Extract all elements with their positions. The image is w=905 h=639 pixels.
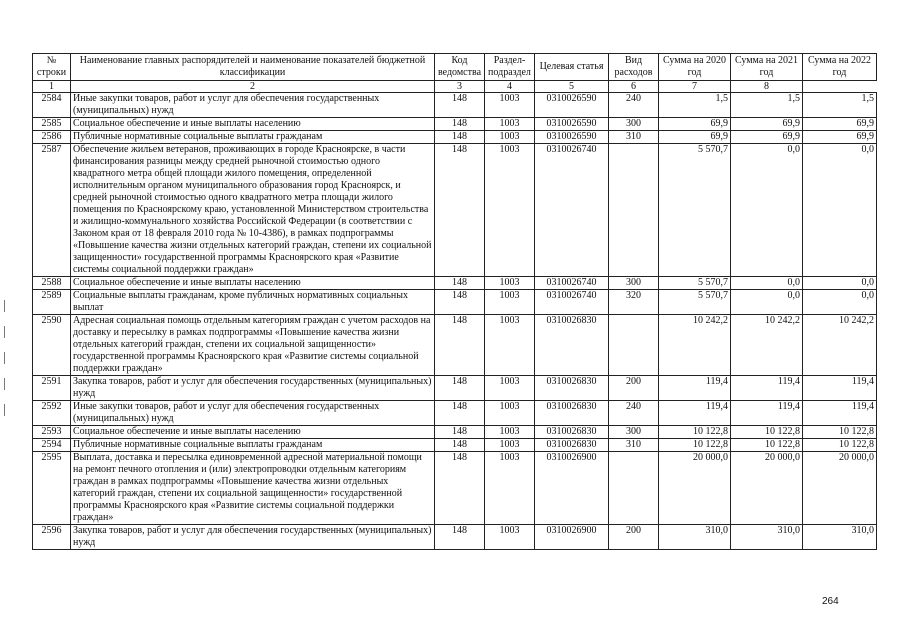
- header-name: Наименование главных распорядителей и наименование показателей бюджетной классификации: [71, 54, 435, 81]
- row-sum-2020: 69,9: [659, 118, 731, 131]
- row-dept-code: 148: [435, 277, 485, 290]
- row-section: 1003: [485, 93, 535, 118]
- header-row: [33, 54, 877, 81]
- column-number: 6: [609, 81, 659, 93]
- row-sum-2021: 20 000,0: [731, 452, 803, 525]
- row-expense-type: 200: [609, 525, 659, 550]
- row-number: 2586: [33, 131, 71, 144]
- header-row-no: № строки: [33, 54, 71, 81]
- row-sum-2022: 10 122,8: [803, 426, 877, 439]
- row-sum-2020: 5 570,7: [659, 290, 731, 315]
- row-sum-2022: 20 000,0: [803, 452, 877, 525]
- row-section: 1003: [485, 131, 535, 144]
- row-dept-code: 148: [435, 452, 485, 525]
- column-number: 2: [71, 81, 435, 93]
- row-section: 1003: [485, 426, 535, 439]
- row-sum-2022: 69,9: [803, 131, 877, 144]
- row-dept-code: 148: [435, 439, 485, 452]
- row-sum-2021: 1,5: [731, 93, 803, 118]
- row-section: 1003: [485, 277, 535, 290]
- row-section: 1003: [485, 118, 535, 131]
- row-section: 1003: [485, 376, 535, 401]
- table-row: [33, 426, 877, 439]
- column-number: 4: [485, 81, 535, 93]
- row-dept-code: 148: [435, 93, 485, 118]
- table-body: [33, 93, 877, 550]
- scan-margin-marks: [2, 300, 8, 430]
- row-sum-2020: 310,0: [659, 525, 731, 550]
- budget-table: [32, 53, 877, 550]
- row-sum-2022: 0,0: [803, 277, 877, 290]
- row-section: 1003: [485, 290, 535, 315]
- row-dept-code: 148: [435, 401, 485, 426]
- row-sum-2020: 119,4: [659, 401, 731, 426]
- row-target: 0310026590: [535, 131, 609, 144]
- row-section: 1003: [485, 315, 535, 376]
- row-sum-2020: 10 242,2: [659, 315, 731, 376]
- row-name: Выплата, доставка и пересылка единовременной адресной материальной помощи на ремонт печного отопления и (или) электропроводки отдельным категориям граждан в рамках подпрограммы «Повышение качества жизни отдельных категорий граждан, степени их социальной защищенности» государственной программы Красноярского края «Развитие системы социальной поддержки граждан»: [71, 452, 435, 525]
- row-target: 0310026590: [535, 118, 609, 131]
- row-expense-type: 310: [609, 439, 659, 452]
- row-sum-2021: 119,4: [731, 376, 803, 401]
- row-expense-type: 300: [609, 118, 659, 131]
- row-expense-type: [609, 452, 659, 525]
- row-sum-2020: 20 000,0: [659, 452, 731, 525]
- row-sum-2020: 5 570,7: [659, 144, 731, 277]
- row-sum-2020: 5 570,7: [659, 277, 731, 290]
- row-expense-type: 200: [609, 376, 659, 401]
- page-number: 264: [822, 596, 839, 607]
- row-name: Адресная социальная помощь отдельным категориям граждан с учетом расходов на доставку и пересылку в рамках подпрограммы «Повышение качества жизни отдельных категорий граждан, степени их социальной защищенности» государственной программы Красноярского края «Развитие системы социальной поддержки граждан»: [71, 315, 435, 376]
- row-name: Закупка товаров, работ и услуг для обеспечения государственных (муниципальных) нужд: [71, 376, 435, 401]
- row-target: 0310026740: [535, 277, 609, 290]
- header-sum-2022: Сумма на 2022 год: [803, 54, 877, 81]
- row-section: 1003: [485, 401, 535, 426]
- row-dept-code: 148: [435, 118, 485, 131]
- row-sum-2020: 69,9: [659, 131, 731, 144]
- row-name: Иные закупки товаров, работ и услуг для обеспечения государственных (муниципальных) нужд: [71, 401, 435, 426]
- row-expense-type: [609, 144, 659, 277]
- table-row: [33, 144, 877, 277]
- row-sum-2022: 10 242,2: [803, 315, 877, 376]
- row-target: 0310026830: [535, 315, 609, 376]
- header-section: Раздел-подраздел: [485, 54, 535, 81]
- table-row: [33, 131, 877, 144]
- row-expense-type: 240: [609, 93, 659, 118]
- column-numbers-row: [33, 81, 877, 93]
- row-name: Закупка товаров, работ и услуг для обеспечения государственных (муниципальных) нужд: [71, 525, 435, 550]
- row-sum-2021: 69,9: [731, 131, 803, 144]
- row-sum-2022: 310,0: [803, 525, 877, 550]
- table-row: [33, 439, 877, 452]
- table-row: [33, 315, 877, 376]
- table-row: [33, 525, 877, 550]
- row-dept-code: 148: [435, 290, 485, 315]
- row-number: 2592: [33, 401, 71, 426]
- row-section: 1003: [485, 452, 535, 525]
- column-number: 5: [535, 81, 609, 93]
- row-sum-2022: 69,9: [803, 118, 877, 131]
- row-name: Социальное обеспечение и иные выплаты населению: [71, 426, 435, 439]
- row-name: Обеспечение жильем ветеранов, проживающих в городе Красноярске, в части финансирования разницы между средней рыночной стоимостью одного квадратного метра общей площади жилого помещения, определенной исполнительным органом муниципального образования город Красноярск, и средней рыночной стоимостью одного квадратного метра площади жилого помещения по Красноярскому краю, установленной Министерством строительства и жилищно-коммунального хозяйства Российской Федерации (в соответствии с Законом края от 18 февраля 2010 года № 10-4386), в рамках подпрограммы «Повышение качества жизни отдельных категорий граждан, степени их социальной защищенности» государственной программы Красноярского края «Развитие системы социальной поддержки граждан»: [71, 144, 435, 277]
- header-expense-type: Вид расходов: [609, 54, 659, 81]
- row-sum-2021: 69,9: [731, 118, 803, 131]
- row-name: Публичные нормативные социальные выплаты гражданам: [71, 439, 435, 452]
- row-section: 1003: [485, 144, 535, 277]
- table-row: [33, 93, 877, 118]
- row-number: 2585: [33, 118, 71, 131]
- header-sum-2020: Сумма на 2020 год: [659, 54, 731, 81]
- row-sum-2021: 10 122,8: [731, 439, 803, 452]
- row-number: 2587: [33, 144, 71, 277]
- row-sum-2022: 10 122,8: [803, 439, 877, 452]
- row-dept-code: 148: [435, 376, 485, 401]
- row-sum-2021: 0,0: [731, 144, 803, 277]
- row-number: 2596: [33, 525, 71, 550]
- row-sum-2021: 10 242,2: [731, 315, 803, 376]
- row-sum-2021: 0,0: [731, 290, 803, 315]
- row-number: 2590: [33, 315, 71, 376]
- row-sum-2021: 0,0: [731, 277, 803, 290]
- column-number: 3: [435, 81, 485, 93]
- row-target: 0310026900: [535, 452, 609, 525]
- row-expense-type: 310: [609, 131, 659, 144]
- header-sum-2021: Сумма на 2021 год: [731, 54, 803, 81]
- row-sum-2022: 1,5: [803, 93, 877, 118]
- row-dept-code: 148: [435, 315, 485, 376]
- row-expense-type: 300: [609, 426, 659, 439]
- row-sum-2020: 119,4: [659, 376, 731, 401]
- header-dept-code: Код ведомства: [435, 54, 485, 81]
- row-number: 2591: [33, 376, 71, 401]
- row-sum-2022: 119,4: [803, 376, 877, 401]
- table-row: [33, 401, 877, 426]
- row-expense-type: 320: [609, 290, 659, 315]
- column-number: 1: [33, 81, 71, 93]
- row-sum-2020: 10 122,8: [659, 426, 731, 439]
- table-row: [33, 452, 877, 525]
- row-dept-code: 148: [435, 131, 485, 144]
- row-name: Социальное обеспечение и иные выплаты населению: [71, 118, 435, 131]
- row-expense-type: [609, 315, 659, 376]
- row-dept-code: 148: [435, 525, 485, 550]
- row-sum-2022: 0,0: [803, 290, 877, 315]
- row-dept-code: 148: [435, 426, 485, 439]
- row-target: 0310026900: [535, 525, 609, 550]
- row-target: 0310026590: [535, 93, 609, 118]
- row-sum-2021: 119,4: [731, 401, 803, 426]
- column-number: 8: [731, 81, 803, 93]
- table-row: [33, 290, 877, 315]
- row-name: Социальные выплаты гражданам, кроме публичных нормативных социальных выплат: [71, 290, 435, 315]
- row-sum-2020: 10 122,8: [659, 439, 731, 452]
- row-target: 0310026740: [535, 144, 609, 277]
- row-section: 1003: [485, 439, 535, 452]
- row-dept-code: 148: [435, 144, 485, 277]
- row-target: 0310026740: [535, 290, 609, 315]
- row-number: 2584: [33, 93, 71, 118]
- row-sum-2021: 10 122,8: [731, 426, 803, 439]
- header-target: Целевая статья: [535, 54, 609, 81]
- row-name: Публичные нормативные социальные выплаты гражданам: [71, 131, 435, 144]
- row-sum-2021: 310,0: [731, 525, 803, 550]
- row-number: 2595: [33, 452, 71, 525]
- row-expense-type: 300: [609, 277, 659, 290]
- table-row: [33, 376, 877, 401]
- row-sum-2022: 0,0: [803, 144, 877, 277]
- row-name: Иные закупки товаров, работ и услуг для обеспечения государственных (муниципальных) нужд: [71, 93, 435, 118]
- row-expense-type: 240: [609, 401, 659, 426]
- row-number: 2589: [33, 290, 71, 315]
- table-row: [33, 118, 877, 131]
- row-target: 0310026830: [535, 439, 609, 452]
- column-number: 7: [659, 81, 731, 93]
- row-sum-2020: 1,5: [659, 93, 731, 118]
- row-number: 2593: [33, 426, 71, 439]
- row-name: Социальное обеспечение и иные выплаты населению: [71, 277, 435, 290]
- row-section: 1003: [485, 525, 535, 550]
- row-sum-2022: 119,4: [803, 401, 877, 426]
- row-number: 2594: [33, 439, 71, 452]
- table-row: [33, 277, 877, 290]
- row-target: 0310026830: [535, 376, 609, 401]
- row-target: 0310026830: [535, 401, 609, 426]
- row-number: 2588: [33, 277, 71, 290]
- row-target: 0310026830: [535, 426, 609, 439]
